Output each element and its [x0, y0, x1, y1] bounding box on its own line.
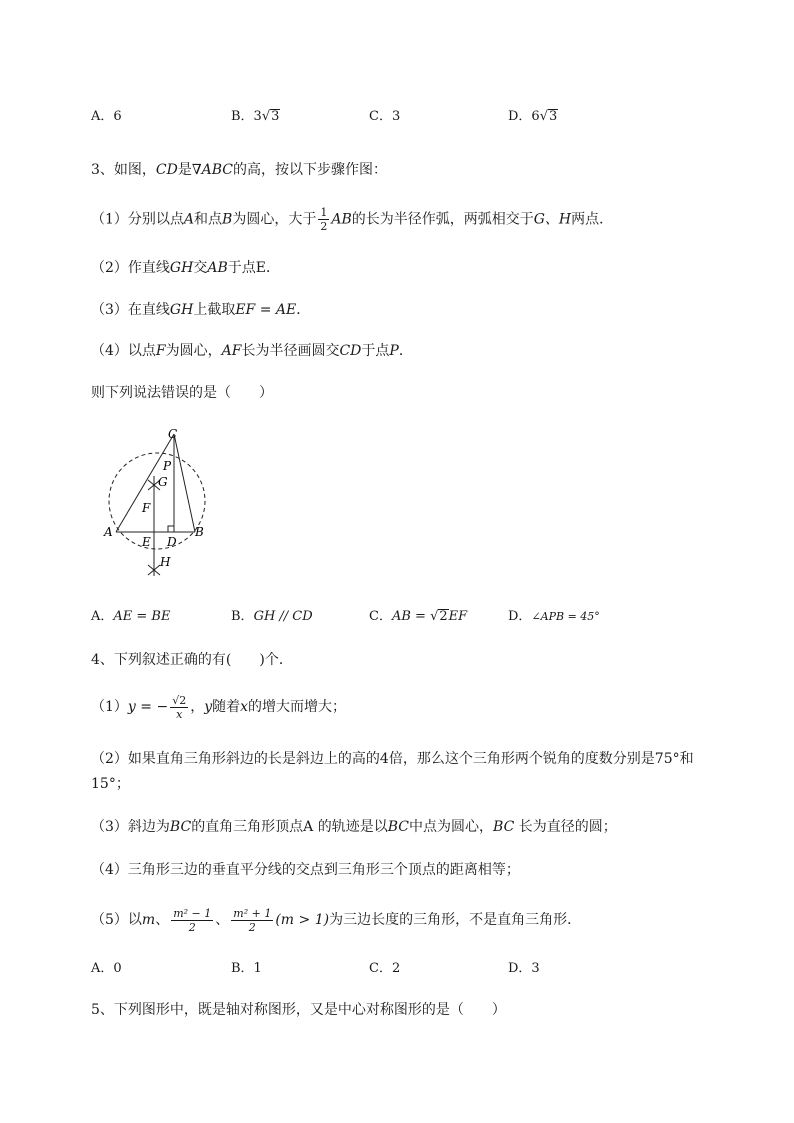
q4-title: 4、下列叙述正确的有( )个．	[91, 652, 293, 668]
q4-statement-3: （3）斜边为BC的直角三角形顶点A 的轨迹是以BC中点为圆心，BC 长为直径的圆；	[91, 819, 617, 835]
q3-option-d: D．∠APB = 45°	[508, 609, 600, 624]
q3-step-1: （1）分别以点A和点B为圆心，大于 $\frac{1}{2}$ AB的长为半径作弧，两弧相交于G、H两点．	[91, 206, 614, 233]
label-b: B	[195, 525, 204, 539]
q3-step-4: （4）以点F为圆心，AF长为半径画圆交CD于点P．	[91, 343, 413, 359]
q4-statement-5: （5）以m、 $\frac{\text{m² − 1}}{2}$ 、 $\frac{\text{m² + 1}}{2}$ (m > 1)为三边长度的三角形，不是直角三角形．	[91, 906, 582, 934]
sqrt-radicand: 3	[271, 109, 280, 124]
q4-statement-2-line-2: 15°；	[91, 776, 130, 792]
sqrt-radicand: 2	[439, 609, 448, 624]
fraction-m2-minus-1: $\frac{\text{m² − 1}}{2}$	[173, 906, 212, 934]
q4-statement-4: （4）三角形三边的垂直平分线的交点到三角形三个顶点的距离相等；	[91, 862, 520, 878]
label-g: G	[158, 475, 168, 489]
q3-option-b: B．GH // CD	[231, 609, 313, 624]
q4-option-d: D．3	[508, 961, 540, 976]
q3-intro: 3、如图，CD是∇ABC的高，按以下步骤作图：	[91, 162, 388, 178]
q2-option-b: B．3√3	[231, 109, 280, 124]
q3-option-c: C．AB = √2EF	[369, 609, 468, 624]
right-angle-mark	[168, 526, 174, 532]
label-f: F	[142, 501, 151, 515]
q2-option-d: D．6√3	[508, 109, 558, 124]
q4-statement-1: （1）y = − $\frac{√2}{x}$ ，y随着x的增大而增大；	[91, 693, 347, 721]
fraction-one-half: $\frac{1}{2}$	[320, 206, 328, 233]
q4-option-c: C．2	[369, 961, 401, 976]
q3-step-2: （2）作直线GH交AB于点E．	[91, 260, 280, 276]
triangle-side-bc	[174, 434, 195, 532]
q3-step-3: （3）在直线GH上截取EF = AE．	[91, 302, 311, 318]
q4-statement-2-line-1: （2）如果直角三角形斜边的长是斜边上的高的4倍，那么这个三角形两个锐角的度数分别是75°和	[91, 751, 694, 767]
label-p: P	[163, 459, 172, 473]
label-c: C	[168, 427, 178, 441]
q3-question: 则下列说法错误的是（ ）	[91, 385, 273, 401]
fraction-m2-plus-1: $\frac{\text{m² + 1}}{2}$	[233, 906, 272, 934]
radical-sign: √	[261, 109, 271, 124]
fraction-sqrt2-over-x: $\frac{√2}{x}$	[172, 693, 187, 721]
sqrt-radicand: 3	[549, 109, 558, 124]
label-e: E	[142, 535, 151, 549]
q5-title: 5、下列图形中，既是轴对称图形，又是中心对称图形的是（ ）	[91, 1002, 506, 1018]
label-h: H	[160, 555, 171, 569]
label-d: D	[167, 535, 177, 549]
q2-option-c: C．3	[369, 109, 401, 124]
q4-option-a: A．0	[91, 961, 122, 976]
q2-option-a: A．6	[91, 109, 122, 124]
geometry-figure	[100, 424, 212, 582]
radical-sign: √	[539, 109, 548, 124]
q4-option-b: B．1	[231, 961, 262, 976]
q3-option-a: A．AE = BE	[91, 609, 171, 624]
label-a: A	[104, 525, 113, 539]
dashed-circle	[109, 453, 205, 549]
